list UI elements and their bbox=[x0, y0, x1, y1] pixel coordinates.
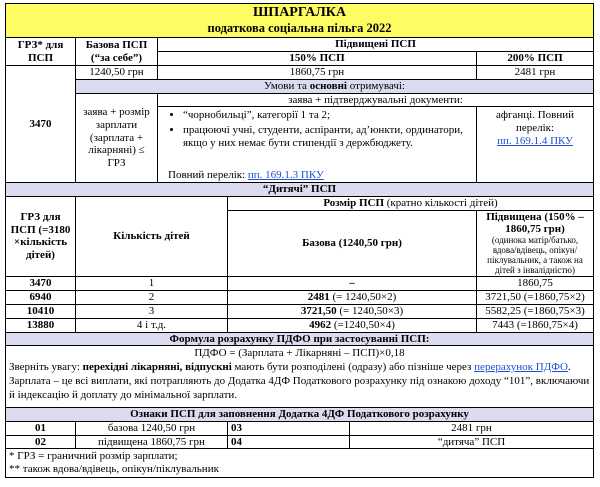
formula-cell bbox=[6, 346, 594, 408]
formula-note: Зверніть увагу: перехідні лікарняні, відпускні мають бути розподілені (одразу) або пізніше через перерахунок ПДФО. Зарплата – це всі виплати, які потрапляють до Додатка 4ДФ Податкового розрахунку під ознакою доходу “101”, включаючи й індексацію й доплату до мінімальної зарплати. bbox=[9, 360, 590, 401]
amount-150: 1860,75 грн bbox=[158, 66, 477, 80]
kids-row: 10410 3 3721,50 (= 1240,50×3) 5582,25 (=1860,75×3) bbox=[6, 304, 594, 318]
header-base: Базова ПСП (“за себе”) bbox=[76, 38, 158, 66]
cheat-sheet bbox=[5, 3, 593, 478]
conditions-header: Умови та основні отримувачі: bbox=[76, 80, 594, 94]
kids-header-row bbox=[6, 196, 594, 210]
footnotes-row bbox=[6, 449, 594, 478]
kids-header-count: Кількість дітей bbox=[76, 196, 228, 276]
formula-row bbox=[6, 346, 594, 408]
sheet-title: ШПАРГАЛКА bbox=[252, 5, 347, 21]
docs-label: заява + підтверджувальні документи: bbox=[158, 93, 594, 107]
header-increased: Підвищені ПСП bbox=[158, 38, 594, 52]
formula-title-row bbox=[6, 332, 594, 346]
kids-row: 3470 1 – 1860,75 bbox=[6, 276, 594, 290]
header-grz: ГРЗ* для ПСП bbox=[6, 38, 76, 66]
code-row: 02 підвищена 1860,75 грн 04 “дитяча” ПСП bbox=[6, 435, 594, 449]
list-item: • працюючі учні, студенти, аспіранти, ад’юнкти, ординатори, якщо у них немає бути стипендії з держбюджету. bbox=[183, 124, 473, 149]
formula-title: Формула розрахунку ПДФО при застосуванні ПСП: bbox=[6, 332, 594, 346]
afghan-text: афганці. Повний перелік: bbox=[495, 109, 575, 134]
kids-header-size: Розмір ПСП (кратно кількості дітей) bbox=[228, 196, 594, 210]
conditions-row bbox=[6, 80, 594, 94]
amounts-row bbox=[6, 66, 594, 80]
base-condition: заява + розмір зарплати (зарплата + лікарняні) ≤ ГРЗ bbox=[76, 93, 158, 183]
kids-title: “Дитячі” ПСП bbox=[6, 183, 594, 197]
codes-title: Ознаки ПСП для заповнення Додатка 4ДФ Податкового розрахунку bbox=[6, 408, 594, 422]
recipients-list bbox=[161, 109, 473, 149]
bullets-cell bbox=[158, 107, 477, 169]
cheat-sheet-table bbox=[5, 3, 594, 478]
codes-title-row bbox=[6, 408, 594, 422]
header-150: 150% ПСП bbox=[158, 52, 477, 66]
list-item: • “чорнобильці”, категорії 1 та 2; bbox=[183, 109, 473, 122]
header-200: 200% ПСП bbox=[477, 52, 594, 66]
title-row bbox=[6, 4, 594, 38]
full-list-150-link[interactable]: пп. 169.1.3 ПКУ bbox=[247, 169, 324, 182]
amount-200: 2481 грн bbox=[477, 66, 594, 80]
base-amount: 1240,50 грн bbox=[76, 66, 158, 80]
kids-header-grz: ГРЗ для ПСП (=3180 ×кількість дітей) bbox=[6, 196, 76, 276]
footnote-grz: * ГРЗ = граничний розмір зарплати; bbox=[9, 450, 178, 463]
docs-row bbox=[6, 93, 594, 107]
code-row: 01 базова 1240,50 грн 03 2481 грн bbox=[6, 422, 594, 436]
sheet-subtitle: податкова соціальна пільга 2022 bbox=[207, 21, 392, 36]
kids-title-row bbox=[6, 183, 594, 197]
kids-header-increased: Підвищена (150% – 1860,75 грн) (одинока матір/батько, вдова/вдівець, опікун/піклувальник, а також на дітей з інвалідністю) bbox=[477, 210, 594, 276]
grz-value: 3470 bbox=[6, 66, 76, 183]
full-list-200-link[interactable]: пп. 169.1.4 ПКУ bbox=[497, 134, 573, 147]
kids-row: 13880 4 і т.д. 4962 (=1240,50×4) 7443 (=1860,75×4) bbox=[6, 318, 594, 332]
kids-increased-note: (одинока матір/батько, вдова/вдівець, опікун/піклувальник, а також на дітей з інвалідністю) bbox=[487, 234, 583, 275]
header-row bbox=[6, 38, 594, 52]
kids-header-base: Базова (1240,50 грн) bbox=[228, 210, 477, 276]
footnotes bbox=[6, 449, 594, 478]
full-list-150: Повний перелік: пп. 169.1.3 ПКУ bbox=[158, 169, 477, 183]
footnote-widow: ** також вдова/вдівець, опікун/піклувальник bbox=[9, 463, 219, 476]
recalc-link[interactable]: перерахунок ПДФО bbox=[474, 360, 568, 373]
afghan-cell bbox=[477, 107, 594, 183]
kids-row: 6940 2 2481 (= 1240,50×2) 3721,50 (=1860,75×2) bbox=[6, 290, 594, 304]
formula-text: ПДФО = (Зарплата + Лікарняні – ПСП)×0,18 bbox=[194, 347, 405, 360]
